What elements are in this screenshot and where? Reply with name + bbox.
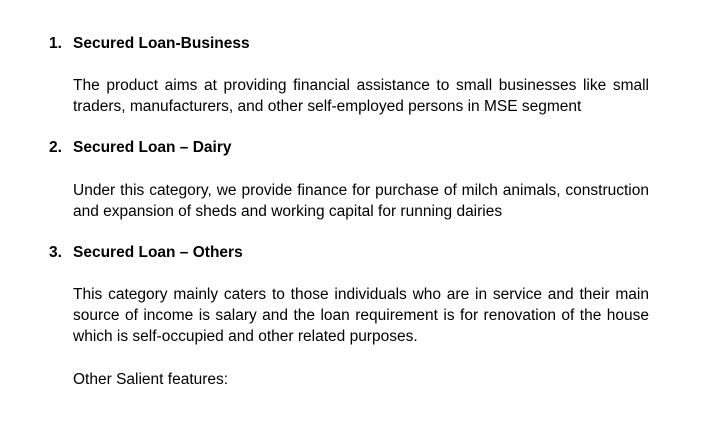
section-number: 2. [49,139,62,156]
section-title: Secured Loan – Others [73,244,243,261]
section-heading [49,243,243,263]
section-title: Secured Loan – Dairy [73,139,232,156]
section-heading [49,34,250,54]
section-title: Secured Loan-Business [73,35,250,52]
section-heading [49,138,232,158]
section-body: This category mainly caters to those individuals who are in service and their main source of income is salary and the loan requirement is for renovation of the house which is self-occupied and other related purposes. [73,286,649,345]
salient-features-label: Other Salient features: [73,371,229,388]
section-number: 3. [49,244,62,261]
section-body: The product aims at providing financial assistance to small businesses like small traders, manufacturers, and other self-employed persons in MSE segment [73,77,649,115]
section-number: 1. [49,35,62,52]
section-body: Under this category, we provide finance for purchase of milch animals, construction and expansion of sheds and working capital for running dairies [73,182,649,220]
